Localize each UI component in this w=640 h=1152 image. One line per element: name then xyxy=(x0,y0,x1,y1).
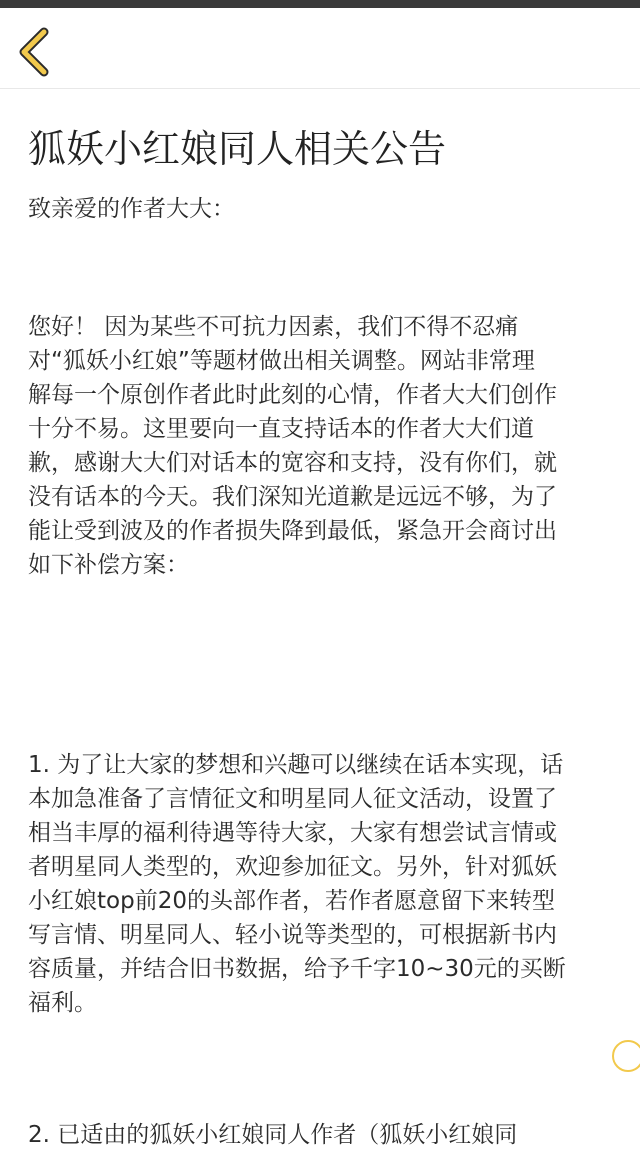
article-title: 狐妖小红娘同人相关公告 xyxy=(28,127,447,171)
status-bar xyxy=(0,0,640,8)
paragraph-line: 本加急准备了言情征文和明星同人征文活动，设置了 xyxy=(28,786,557,812)
paragraph-line: 小红娘top前20的头部作者，若作者愿意留下来转型 xyxy=(28,888,555,914)
paragraph-line: 容质量，并结合旧书数据，给予千字10~30元的买断 xyxy=(28,956,566,982)
paragraph-line: 歉，感谢大大们对话本的宽容和支持，没有你们，就 xyxy=(28,450,557,476)
chevron-left-icon xyxy=(8,18,64,78)
article-greeting: 致亲爱的作者大大： xyxy=(28,196,235,222)
paragraph-line: 解每一个原创作者此时此刻的心情，作者大大们创作 xyxy=(28,382,557,408)
paragraph-line: 相当丰厚的福利待遇等待大家，大家有想尝试言情或 xyxy=(28,820,557,846)
paragraph-line: 您好！ 因为某些不可抗力因素，我们不得不忍痛 xyxy=(28,314,519,340)
paragraph-line: 没有话本的今天。我们深知光道歉是远远不够，为了 xyxy=(28,484,557,510)
paragraph-line: 能让受到波及的作者损失降到最低，紧急开会商讨出 xyxy=(28,518,557,544)
paragraph-1 xyxy=(28,310,624,582)
paragraph-line: 1. 为了让大家的梦想和兴趣可以继续在话本实现，话 xyxy=(28,752,564,778)
paragraph-2 xyxy=(28,748,624,1020)
paragraph-line: 对“狐妖小红娘”等题材做出相关调整。网站非常理 xyxy=(28,348,535,374)
paragraph-line: 写言情、明星同人、轻小说等类型的，可根据新书内 xyxy=(28,922,557,948)
floating-action-button[interactable] xyxy=(612,1040,640,1072)
back-button[interactable] xyxy=(8,18,64,78)
paragraph-line: 十分不易。这里要向一直支持话本的作者大大们道 xyxy=(28,416,534,442)
paragraph-line: 如下补偿方案： xyxy=(28,552,189,578)
nav-bar xyxy=(0,8,640,89)
paragraph-line: 福利。 xyxy=(28,990,97,1016)
paragraph-line: 者明星同人类型的，欢迎参加征文。另外，针对狐妖 xyxy=(28,854,557,880)
paragraph-3 xyxy=(28,1118,624,1152)
paragraph-line: 2. 已适由的狐妖小红娘同人作者（狐妖小红娘同 xyxy=(28,1122,518,1148)
